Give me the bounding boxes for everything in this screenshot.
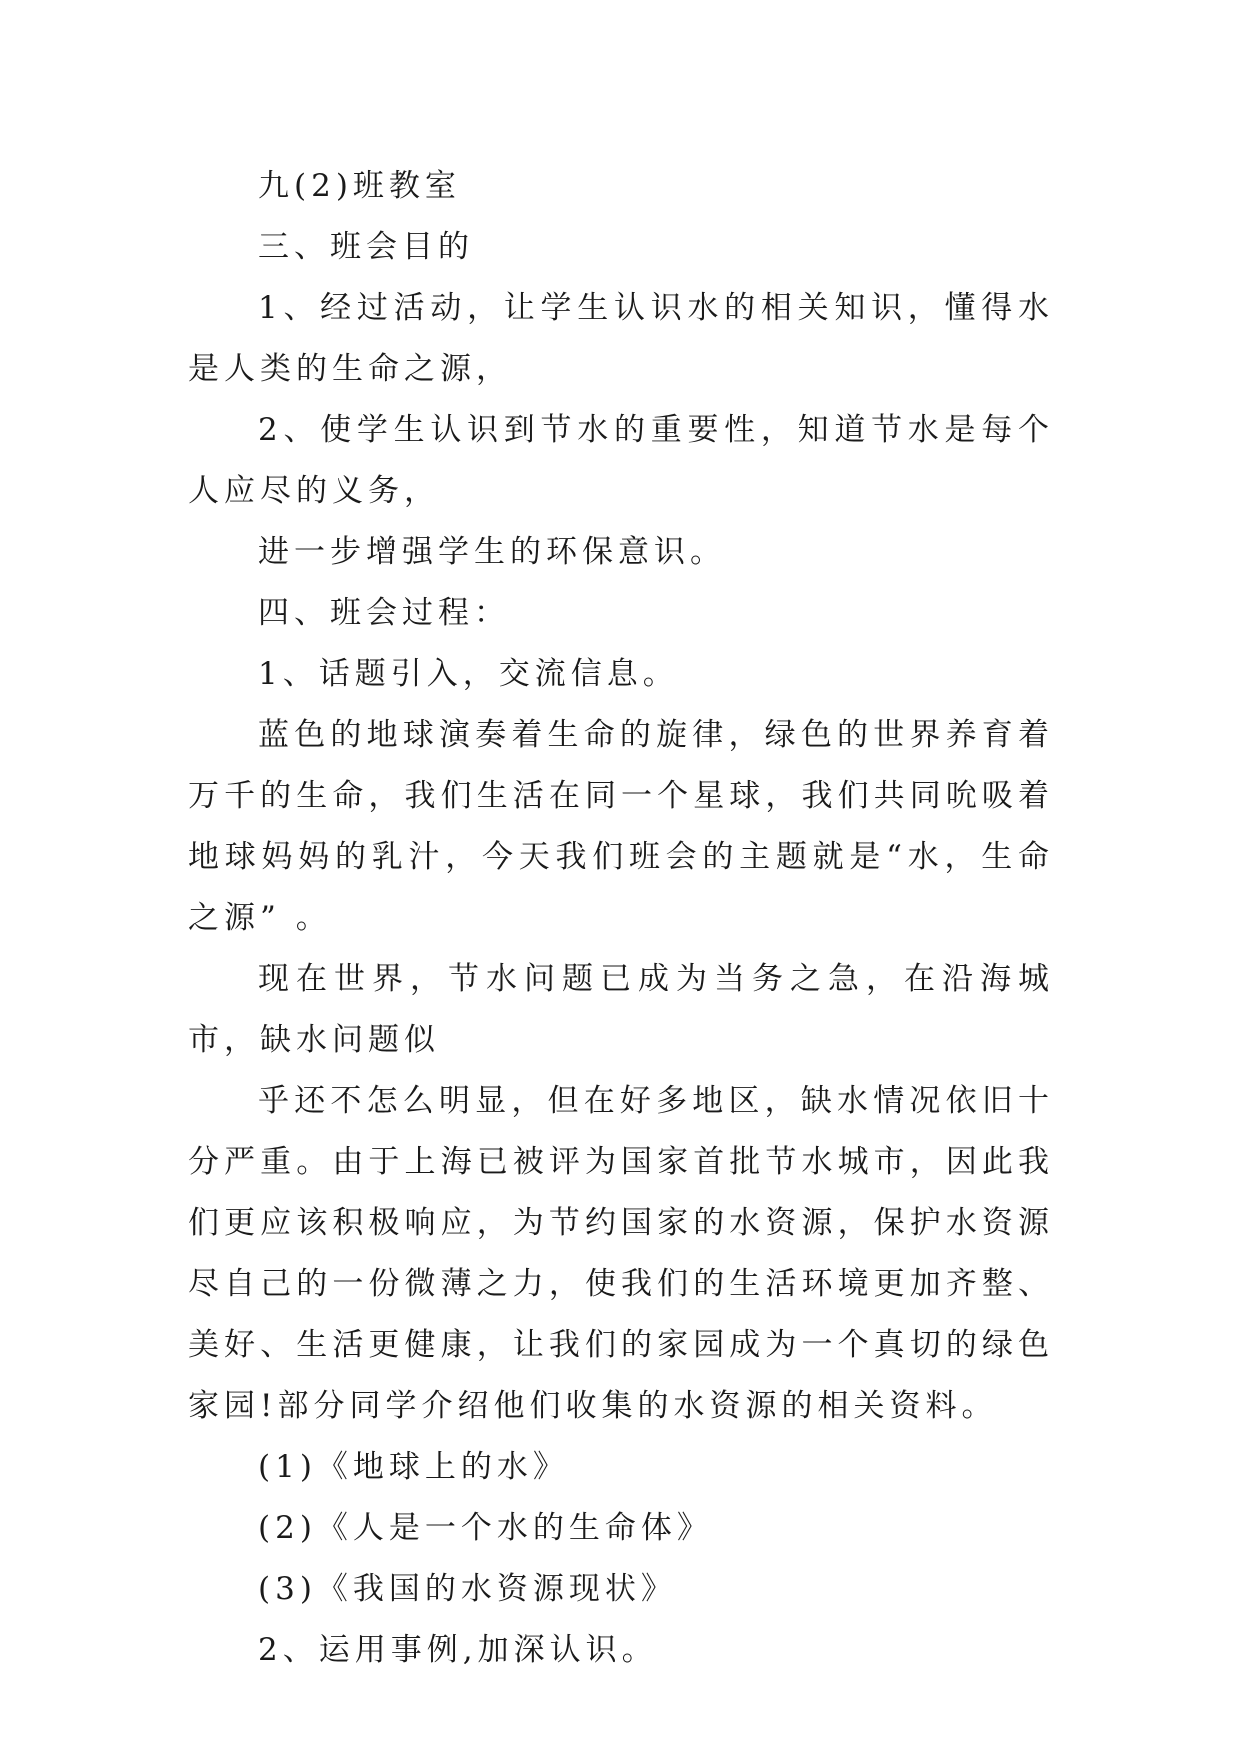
paragraph-location: 九(2)班教室 <box>258 168 461 204</box>
paragraph-intro: 蓝色的地球演奏着生命的旋律，绿色的世界养育着万千的生命，我们生活在同一个星球，我们共同吮吸着地球妈妈的乳汁，今天我们班会的主题就是“水，生命之源” 。 <box>188 717 1054 936</box>
paragraph-goal-1: 1、经过活动，让学生认识水的相关知识，懂得水是人类的生命之源， <box>188 290 1054 387</box>
paragraph-section-4-heading: 四、班会过程： <box>258 595 510 631</box>
paragraph-material-2: (2)《人是一个水的生命体》 <box>258 1510 713 1546</box>
paragraph-goal-2: 2、使学生认识到节水的重要性，知道节水是每个人应尽的义务， <box>188 412 1054 509</box>
paragraph-material-1: (1)《地球上的水》 <box>258 1449 569 1485</box>
paragraph-section-3-heading: 三、班会目的 <box>258 229 474 265</box>
paragraph-step-2: 2、运用事例,加深认识。 <box>258 1632 658 1668</box>
document-body <box>188 156 1054 1681</box>
paragraph-material-3: (3)《我国的水资源现状》 <box>258 1571 677 1607</box>
paragraph-shortage: 乎还不怎么明显，但在好多地区，缺水情况依旧十分严重。由于上海已被评为国家首批节水城市，因此我们更应该积极响应，为节约国家的水资源，保护水资源尽自己的一份微薄之力，使我们的生活环境更加齐整、美好、生活更健康，让我们的家园成为一个真切的绿色家园!部分同学介绍他们收集的水资源的相关资料。 <box>188 1083 1054 1424</box>
paragraph-goal-2-cont: 进一步增强学生的环保意识。 <box>258 534 726 570</box>
paragraph-world-today: 现在世界，节水问题已成为当务之急，在沿海城市，缺水问题似 <box>188 961 1054 1058</box>
paragraph-step-1: 1、话题引入，交流信息。 <box>258 656 679 692</box>
